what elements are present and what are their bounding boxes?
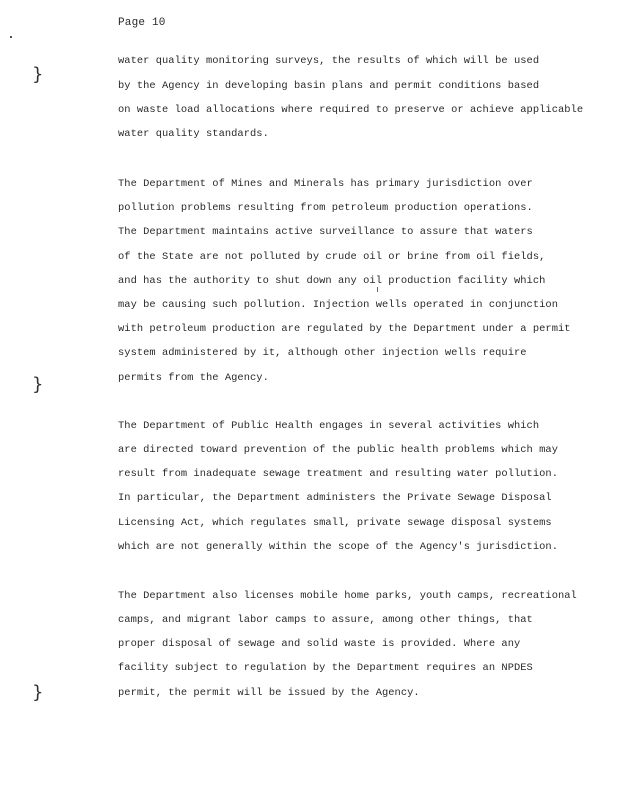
- text-line: of the State are not polluted by crude oil or brine from oil fields,: [118, 251, 546, 263]
- scan-speck: [10, 36, 12, 38]
- text-line: camps, and migrant labor camps to assure, among other things, that: [118, 614, 533, 626]
- text-line: The Department maintains active surveillance to assure that waters: [118, 226, 533, 238]
- text-line: The Department also licenses mobile home parks, youth camps, recreational: [118, 590, 577, 602]
- text-line: In particular, the Department administers the Private Sewage Disposal: [118, 492, 552, 504]
- binder-hole-mark-top: }: [32, 64, 44, 85]
- text-line: permit, the permit will be issued by the Agency.: [118, 687, 420, 699]
- text-line: by the Agency in developing basin plans and permit conditions based: [118, 80, 540, 92]
- text-line: result from inadequate sewage treatment and resulting water pollution.: [118, 468, 558, 480]
- text-line: water quality standards.: [118, 128, 269, 140]
- binder-hole-mark-middle: }: [32, 374, 44, 395]
- text-line: with petroleum production are regulated by the Department under a permit: [118, 323, 571, 335]
- text-line: system administered by it, although other injection wells require: [118, 347, 527, 359]
- binder-hole-mark-bottom: }: [32, 682, 44, 703]
- text-line: water quality monitoring surveys, the results of which will be used: [118, 55, 540, 67]
- text-line: The Department of Mines and Minerals has primary jurisdiction over: [118, 178, 533, 190]
- text-line: The Department of Public Health engages in several activities which: [118, 420, 540, 432]
- text-line: proper disposal of sewage and solid waste is provided. Where any: [118, 638, 521, 650]
- scan-tick-mark: [377, 287, 378, 292]
- page-number: Page 10: [118, 17, 166, 29]
- text-line: on waste load allocations where required to preserve or achieve applicable: [118, 104, 584, 116]
- text-line: are directed toward prevention of the public health problems which may: [118, 444, 558, 456]
- text-line: may be causing such pollution. Injection wells operated in conjunction: [118, 299, 558, 311]
- text-line: Licensing Act, which regulates small, private sewage disposal systems: [118, 517, 552, 529]
- text-line: which are not generally within the scope of the Agency's jurisdiction.: [118, 541, 558, 553]
- text-line: facility subject to regulation by the Department requires an NPDES: [118, 662, 533, 674]
- text-line: and has the authority to shut down any oil production facility which: [118, 275, 546, 287]
- text-line: pollution problems resulting from petroleum production operations.: [118, 202, 533, 214]
- text-line: permits from the Agency.: [118, 372, 269, 384]
